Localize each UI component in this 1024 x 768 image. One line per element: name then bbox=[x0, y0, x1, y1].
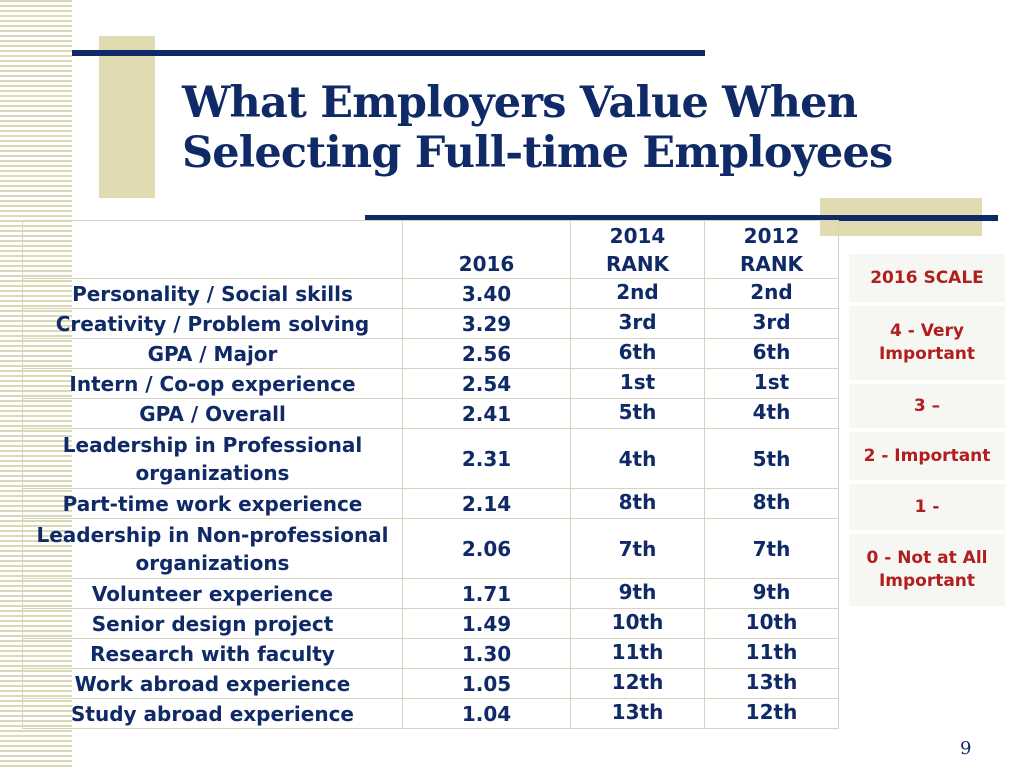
header-2014-rank-label: 2014 RANK bbox=[605, 224, 670, 276]
table-row bbox=[23, 519, 839, 579]
header-2014-rank bbox=[571, 221, 705, 279]
rank-2014-cell: 12th bbox=[571, 669, 705, 699]
rank-2012-cell: 13th bbox=[705, 669, 839, 699]
slide-title bbox=[182, 78, 942, 178]
rank-2014-cell: 11th bbox=[571, 639, 705, 669]
rank-2012-cell: 12th bbox=[705, 699, 839, 729]
factor-cell bbox=[23, 309, 403, 339]
factor-cell bbox=[23, 489, 403, 519]
decorative-tan-block bbox=[99, 36, 155, 198]
table-row bbox=[23, 279, 839, 309]
factor-cell bbox=[23, 429, 403, 489]
rank-2014-cell: 6th bbox=[571, 339, 705, 369]
rank-2014-cell: 2nd bbox=[571, 279, 705, 309]
rank-2014-cell: 3rd bbox=[571, 309, 705, 339]
rank-2014-cell: 13th bbox=[571, 699, 705, 729]
table-row bbox=[23, 369, 839, 399]
rank-2012-cell: 3rd bbox=[705, 309, 839, 339]
factor-cell bbox=[23, 579, 403, 609]
factor-label: Leadership in Professional organizations bbox=[62, 432, 363, 485]
factor-label: Leadership in Non-professional organizations bbox=[36, 522, 389, 575]
factor-label: Creativity / Problem solving bbox=[55, 311, 370, 336]
employer-values-table bbox=[22, 220, 839, 729]
rank-2012-cell: 7th bbox=[705, 519, 839, 579]
factor-cell bbox=[23, 609, 403, 639]
rank-2012-cell: 5th bbox=[705, 429, 839, 489]
table-row bbox=[23, 309, 839, 339]
factor-label: Volunteer experience bbox=[91, 581, 334, 606]
table-row bbox=[23, 489, 839, 519]
header-2012-rank bbox=[705, 221, 839, 279]
rank-2014-cell: 10th bbox=[571, 609, 705, 639]
table-row bbox=[23, 609, 839, 639]
rank-2014-cell: 5th bbox=[571, 399, 705, 429]
rank-2012-cell: 10th bbox=[705, 609, 839, 639]
rank-2012-cell: 4th bbox=[705, 399, 839, 429]
factor-cell bbox=[23, 399, 403, 429]
score-2016-cell: 3.29 bbox=[403, 309, 571, 339]
table-row bbox=[23, 639, 839, 669]
scale-level-1: 1 - bbox=[849, 484, 1005, 530]
score-2016-cell: 3.40 bbox=[403, 279, 571, 309]
factor-cell bbox=[23, 279, 403, 309]
factor-cell bbox=[23, 699, 403, 729]
rank-2012-cell: 8th bbox=[705, 489, 839, 519]
factor-label: GPA / Major bbox=[147, 341, 278, 366]
table-row bbox=[23, 669, 839, 699]
rank-2014-cell: 9th bbox=[571, 579, 705, 609]
table-header-row bbox=[23, 221, 839, 279]
rank-2012-cell: 9th bbox=[705, 579, 839, 609]
factor-cell bbox=[23, 519, 403, 579]
rank-2014-cell: 1st bbox=[571, 369, 705, 399]
factor-cell bbox=[23, 369, 403, 399]
scale-level-0: 0 - Not at All Important bbox=[849, 534, 1005, 606]
table-row bbox=[23, 429, 839, 489]
rank-2014-cell: 7th bbox=[571, 519, 705, 579]
factor-label: Research with faculty bbox=[90, 641, 335, 666]
factor-label: GPA / Overall bbox=[139, 401, 286, 426]
header-2016: 2016 bbox=[403, 221, 571, 279]
table-row bbox=[23, 339, 839, 369]
page-number: 9 bbox=[960, 738, 972, 759]
rank-2012-cell: 1st bbox=[705, 369, 839, 399]
scale-level-2: 2 - Important bbox=[849, 432, 1005, 480]
rank-2012-cell: 2nd bbox=[705, 279, 839, 309]
score-2016-cell: 2.54 bbox=[403, 369, 571, 399]
rank-2014-cell: 8th bbox=[571, 489, 705, 519]
factor-label: Personality / Social skills bbox=[72, 281, 353, 306]
scale-level-4: 4 - Very Important bbox=[849, 306, 1005, 380]
factor-label: Work abroad experience bbox=[74, 671, 351, 696]
rank-2014-cell: 4th bbox=[571, 429, 705, 489]
title-line-2: Selecting Full-time Employees bbox=[182, 128, 893, 178]
table-row bbox=[23, 399, 839, 429]
scale-legend bbox=[849, 254, 1005, 610]
score-2016-cell: 1.04 bbox=[403, 699, 571, 729]
factor-cell bbox=[23, 669, 403, 699]
score-2016-cell: 1.49 bbox=[403, 609, 571, 639]
title-line-1: What Employers Value When bbox=[182, 78, 858, 128]
score-2016-cell: 2.41 bbox=[403, 399, 571, 429]
factor-cell bbox=[23, 339, 403, 369]
factor-label: Intern / Co-op experience bbox=[69, 371, 356, 396]
scale-title: 2016 SCALE bbox=[849, 254, 1005, 302]
table-row bbox=[23, 699, 839, 729]
score-2016-cell: 2.14 bbox=[403, 489, 571, 519]
scale-level-3: 3 – bbox=[849, 384, 1005, 428]
score-2016-cell: 2.31 bbox=[403, 429, 571, 489]
factor-label: Part-time work experience bbox=[62, 491, 363, 516]
score-2016-cell: 2.56 bbox=[403, 339, 571, 369]
score-2016-cell: 1.05 bbox=[403, 669, 571, 699]
rank-2012-cell: 11th bbox=[705, 639, 839, 669]
factor-cell bbox=[23, 639, 403, 669]
header-factor bbox=[23, 221, 403, 279]
table-row bbox=[23, 579, 839, 609]
score-2016-cell: 1.71 bbox=[403, 579, 571, 609]
score-2016-cell: 1.30 bbox=[403, 639, 571, 669]
header-2012-rank-label: 2012 RANK bbox=[739, 224, 804, 276]
title-rule bbox=[72, 50, 705, 56]
rank-2012-cell: 6th bbox=[705, 339, 839, 369]
factor-label: Study abroad experience bbox=[71, 701, 354, 726]
factor-label: Senior design project bbox=[91, 611, 334, 636]
score-2016-cell: 2.06 bbox=[403, 519, 571, 579]
